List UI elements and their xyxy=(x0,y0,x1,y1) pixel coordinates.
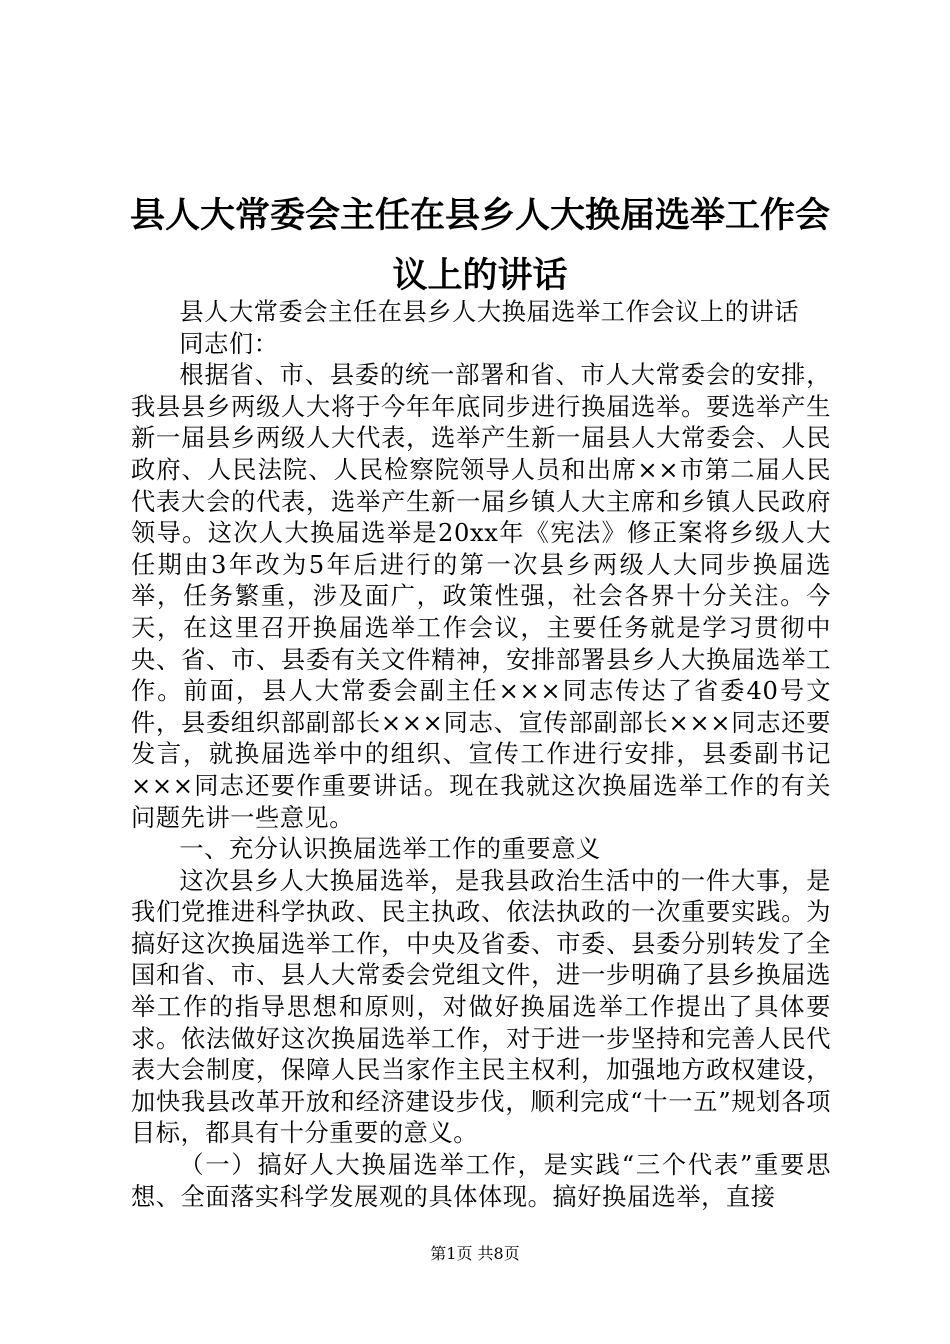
salutation: 同志们： xyxy=(179,329,279,358)
document-title: 县人大常委会主任在县乡人大换届选举工作会议上的讲话 xyxy=(129,196,830,296)
paragraph: （一）搞好人大换届选举工作，是实践“三个代表”重要思想、全面落实科学发展观的具体体现。搞好换届选举，直接 xyxy=(131,1151,831,1211)
subtitle-line: 县人大常委会主任在县乡人大换届选举工作会议上的讲话 xyxy=(179,298,800,326)
document-body xyxy=(131,297,831,1213)
section-heading: 一、充分认识换届选举工作的重要意义 xyxy=(179,835,601,864)
paragraph: 这次县乡人大换届选举，是我县政治生活中的一件大事，是我们党推进科学执政、民主执政、依法执政的一次重要实践。为搞好这次换届选举工作，中央及省委、市委、县委分别转发了全国和省、市、县人大常委会党组文件，进一步明确了县乡换届选举工作的指导思想和原则，对做好换届选举工作提出了具体要求。依法做好这次换届选举工作，对于进一步坚持和完善人民代表大会制度，保障人民当家作主民主权利，加强地方政权建设，加快我县改革开放和经济建设步伐，顺利完成“十一五”规划各项目标，都具有十分重要的意义。 xyxy=(131,866,831,1148)
paragraph: 根据省、市、县委的统一部署和省、市人大常委会的安排，我县县乡两级人大将于今年年底同步进行换届选举。要选举产生新一届县乡两级人大代表，选举产生新一届县人大常委会、人民政府、人民法院、人民检察院领导人员和出席××市第二届人民代表大会的代表，选举产生新一届乡镇人大主席和乡镇人民政府领导。这次人大换届选举是20xx年《宪法》修正案将乡级人大任期由3年改为5年后进行的第一次县乡两级人大同步换届选举，任务繁重，涉及面广，政策性强，社会各界十分关注。今天，在这里召开换届选举工作会议，主要任务就是学习贯彻中央、省、市、县委有关文件精神，安排部署县乡人大换届选举工作。前面，县人大常委会副主任×××同志传达了省委40号文件，县委组织部副部长×××同志、宣传部副部长×××同志还要发言，就换届选举中的组织、宣传工作进行安排，县委副书记×××同志还要作重要讲话。现在我就这次换届选举工作的有关问题先讲一些意见。 xyxy=(131,361,831,832)
page-number-footer: 第1页 共8页 xyxy=(430,1244,520,1263)
